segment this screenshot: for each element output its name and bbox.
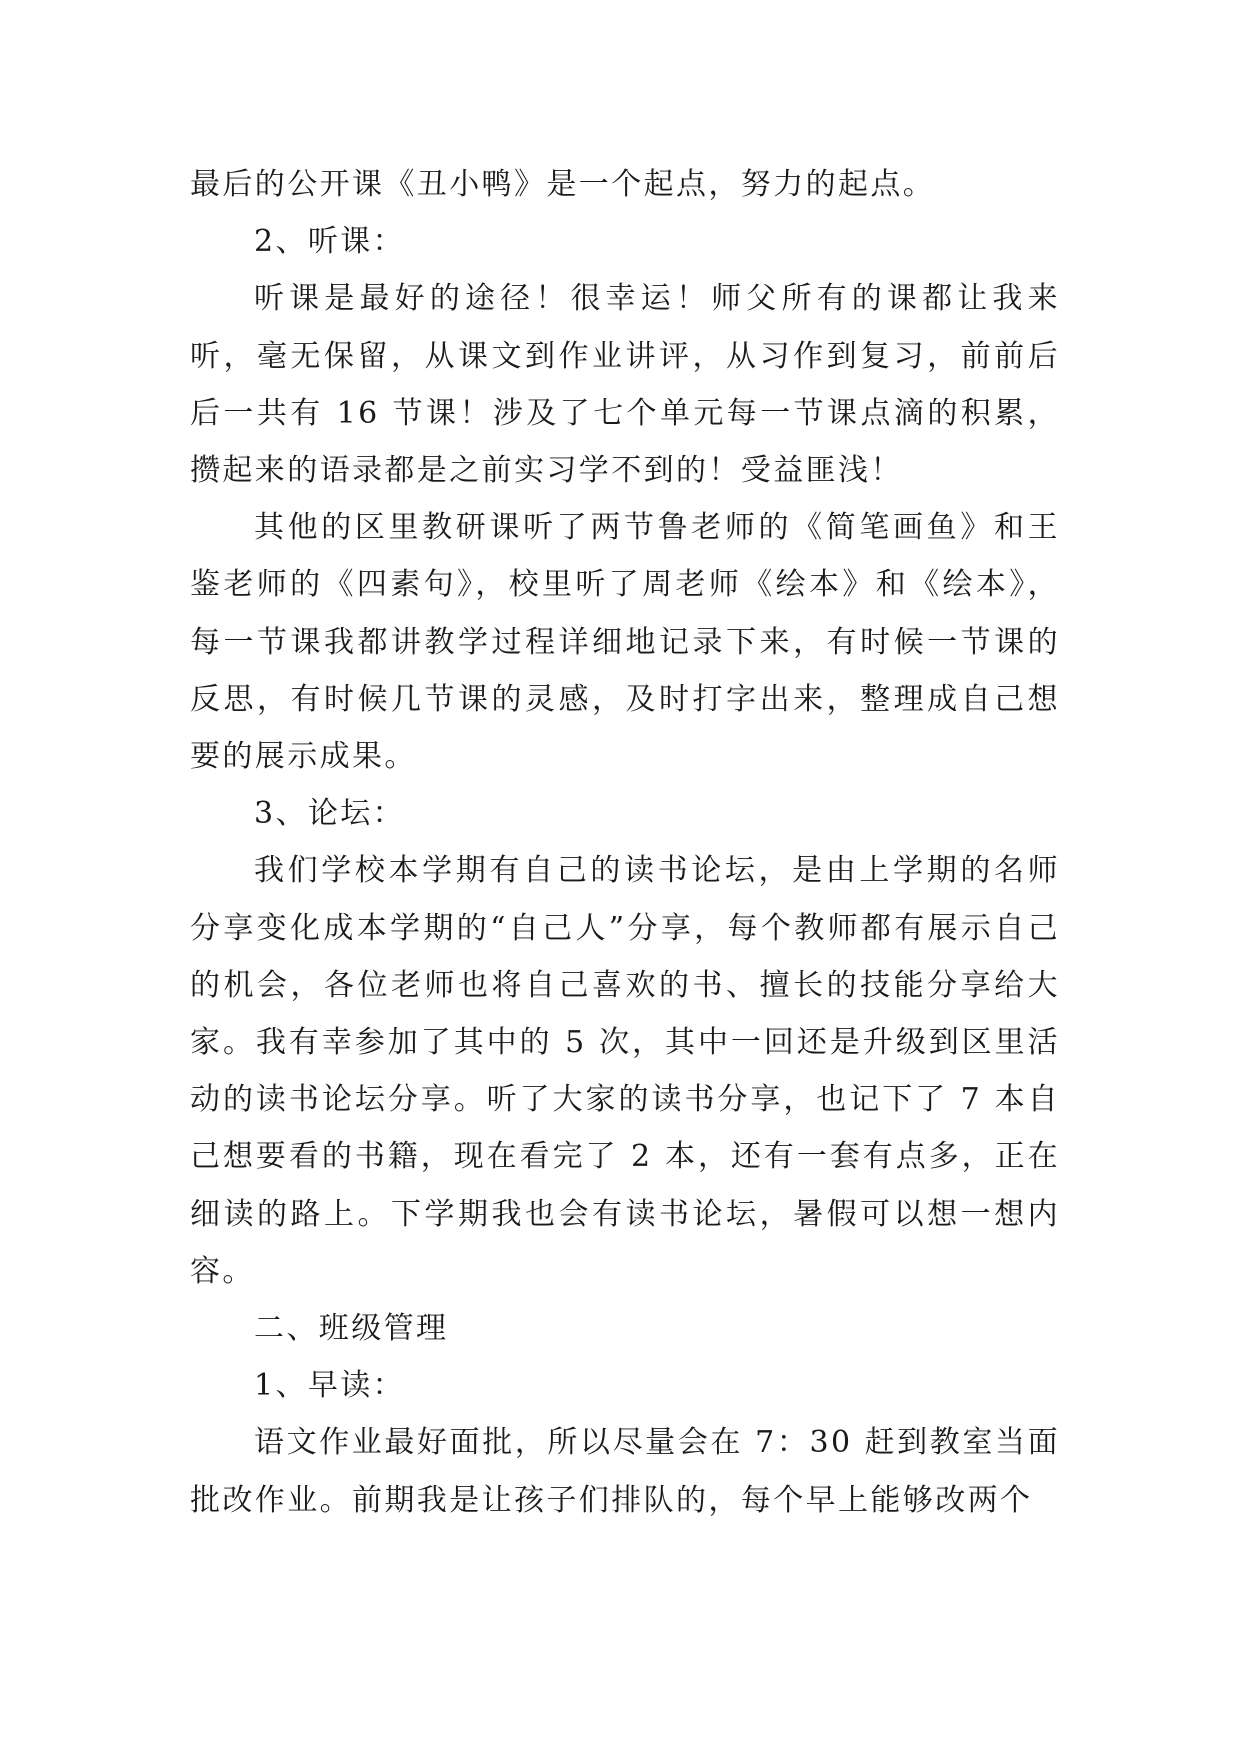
heading-forum: 3、论坛： [254, 796, 406, 832]
paragraph-morning-reading: 语文作业最好面批，所以尽量会在 7：30 赶到教室当面批改作业。前期我是让孩子们排队的，每个早上能够改两个 [190, 1425, 1060, 1518]
heading-class-management: 二、班级管理 [254, 1311, 449, 1347]
paragraph-continuation: 最后的公开课《丑小鸭》是一个起点，努力的起点。 [190, 167, 936, 202]
paragraph-listening-2: 其他的区里教研课听了两节鲁老师的《简笔画鱼》和王鉴老师的《四素句》，校里听了周老师《绘本》和《绘本》，每一节课我都讲教学过程详细地记录下来，有时候一节课的反思，有时候几节课的灵感，及时打字出来，整理成自己想要的展示成果。 [190, 510, 1060, 775]
paragraph-listening-1: 听课是最好的途径！很幸运！师父所有的课都让我来听，毫无保留，从课文到作业讲评，从习作到复习，前前后后一共有 16 节课！涉及了七个单元每一节课点滴的积累，攒起来的语录都是之前实习学不到的！受益匪浅！ [190, 281, 1060, 489]
document-body [190, 156, 1060, 1529]
heading-morning-reading: 1、早读： [254, 1368, 406, 1404]
heading-listening: 2、听课： [254, 224, 406, 260]
paragraph-forum: 我们学校本学期有自己的读书论坛，是由上学期的名师分享变化成本学期的“自己人”分享，每个教师都有展示自己的机会，各位老师也将自己喜欢的书、擅长的技能分享给大家。我有幸参加了其中的 5 次，其中一回还是升级到区里活动的读书论坛分享。听了大家的读书分享，也记下了 7 本自己想要看的书籍，现在看完了 2 本，还有一套有点多，正在细读的路上。下学期我也会有读书论坛，暑假可以想一想内容。 [190, 853, 1060, 1289]
